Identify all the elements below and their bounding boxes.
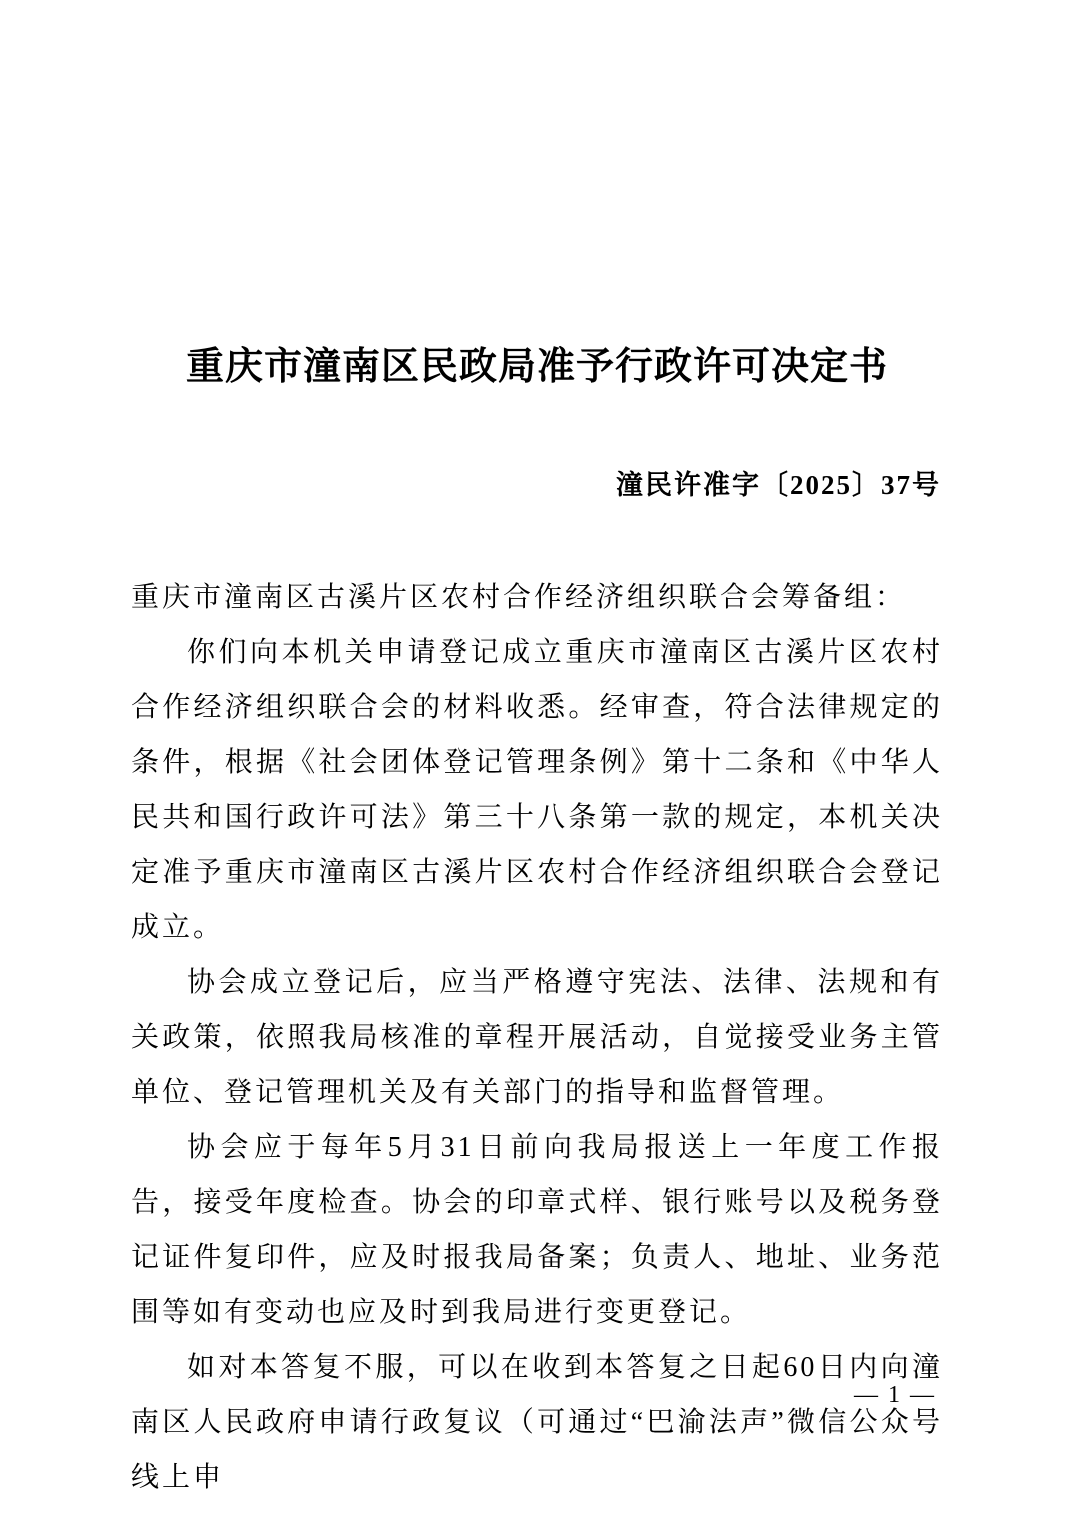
body-paragraph: 你们向本机关申请登记成立重庆市潼南区古溪片区农村合作经济组织联合会的材料收悉。经审查，符合法律规定的条件，根据《社会团体登记管理条例》第十二条和《中华人民共和国行政许可法》第三十八条第一款的规定，本机关决定准予重庆市潼南区古溪片区农村合作经济组织联合会登记成立。 <box>131 636 943 943</box>
document-body <box>131 570 943 1505</box>
addressee-line: 重庆市潼南区古溪片区农村合作经济组织联合会筹备组： <box>131 581 907 613</box>
body-paragraph: 协会应于每年5月31日前向我局报送上一年度工作报告，接受年度检查。协会的印章式样、银行账号以及税务登记证件复印件，应及时报我局备案；负责人、地址、业务范围等如有变动也应及时到我局进行变更登记。 <box>131 1131 943 1328</box>
page-number: — 1 — <box>854 1382 936 1408</box>
body-paragraph: 协会成立登记后，应当严格遵守宪法、法律、法规和有关政策，依照我局核准的章程开展活动，自觉接受业务主管单位、登记管理机关及有关部门的指导和监督管理。 <box>131 966 943 1108</box>
body-paragraph: 如对本答复不服，可以在收到本答复之日起60日内向潼南区人民政府申请行政复议（可通过“巴渝法声”微信公众号线上申 <box>131 1351 943 1493</box>
document-number: 潼民许准字〔2025〕37号 <box>616 469 941 500</box>
page-title: 重庆市潼南区民政局准予行政许可决定书 <box>185 346 888 388</box>
